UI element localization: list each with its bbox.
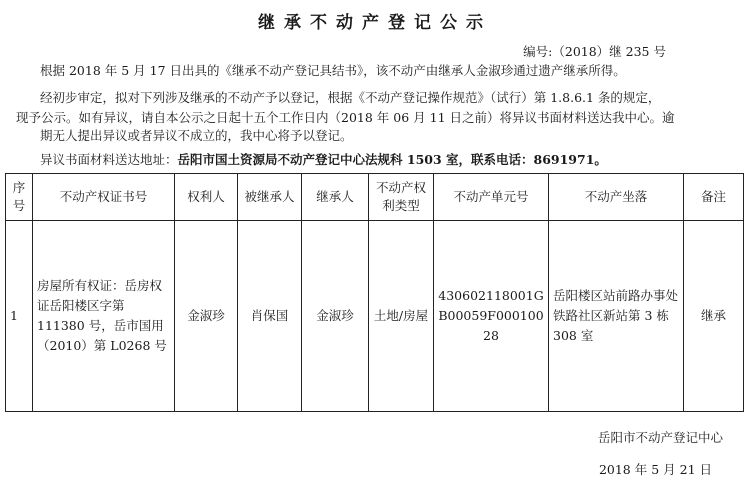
notice-title: 继承不动产登记公示 xyxy=(258,13,492,33)
paragraph-review: 经初步审定，拟对下列涉及继承的不动产予以登记，根据《不动产登记操作规范》（试行）第 1.8.6.1 条的规定， xyxy=(40,90,661,105)
cell-heir: 金淑珍 xyxy=(302,221,369,412)
cell-cert-number: 房屋所有权证：岳房权证岳阳楼区字第 111380 号，岳市国用（2010）第 L0268 号 xyxy=(33,221,175,412)
footer-date: 2018 年 5 月 21 日 xyxy=(598,462,712,477)
objection-address-label: 异议书面材料送达地址： xyxy=(40,152,178,167)
header-cert-number: 不动产权证书号 xyxy=(33,174,175,221)
footer-organization: 岳阳市不动产登记中心 xyxy=(597,430,723,445)
header-seq: 序号 xyxy=(6,174,33,221)
objection-address-line xyxy=(40,150,607,170)
header-location: 不动产坐落 xyxy=(549,174,684,221)
objection-address: 岳阳市国土资源局不动产登记中心法规科 1503 室，联系电话：8691971。 xyxy=(177,152,607,167)
header-unit-number: 不动产单元号 xyxy=(434,174,549,221)
document-number: 编号:（2018）继 235 号 xyxy=(523,44,666,59)
table-row xyxy=(6,221,744,412)
cell-owner: 金淑珍 xyxy=(175,221,238,412)
cell-unit-number: 430602118001GB00059F00010028 xyxy=(434,221,549,412)
cell-location: 岳阳楼区站前路办事处铁路社区新站第 3 栋 308 室 xyxy=(549,221,684,412)
cell-note: 继承 xyxy=(684,221,744,412)
header-owner: 权利人 xyxy=(175,174,238,221)
paragraph-deadline: 期无人提出异议或者异议不成立的，我中心将予以登记。 xyxy=(40,128,353,143)
paragraph-publicity: 现予公示。如有异议，请自本公示之日起十五个工作日内（2018 年 06 月 11 日之前）将异议书面材料送达我中心。逾 xyxy=(16,110,675,125)
cell-right-type: 土地/房屋 xyxy=(369,221,434,412)
paragraph-basis: 根据 2018 年 5 月 17 日出具的《继承不动产登记具结书》，该不动产由继承人金淑珍通过遗产继承所得。 xyxy=(40,63,626,78)
header-decedent: 被继承人 xyxy=(238,174,302,221)
table-header-row xyxy=(6,174,744,221)
cell-decedent: 肖保国 xyxy=(238,221,302,412)
header-right-type: 不动产权利类型 xyxy=(369,174,434,221)
cell-seq: 1 xyxy=(6,221,33,412)
header-note: 备注 xyxy=(684,174,744,221)
registration-table xyxy=(5,173,744,412)
header-heir: 继承人 xyxy=(302,174,369,221)
